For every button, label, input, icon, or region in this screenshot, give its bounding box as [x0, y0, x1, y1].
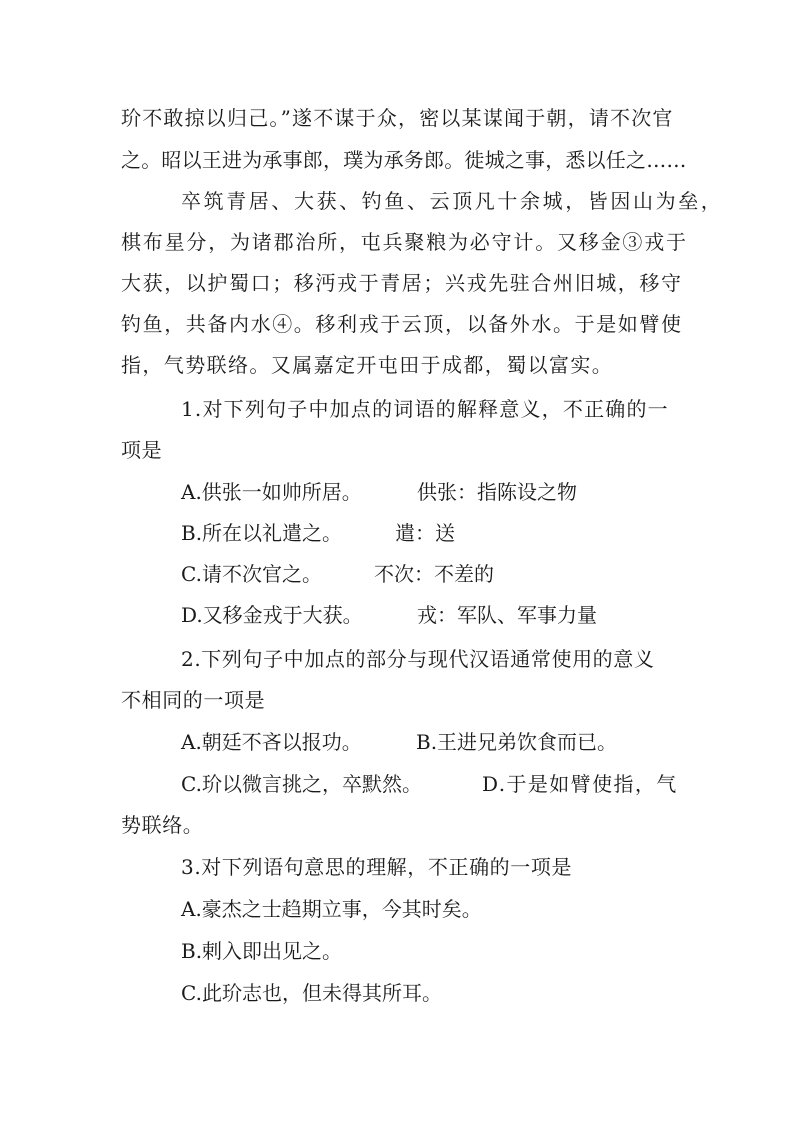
- q1-option-b-explain: 遣：送: [395, 521, 455, 545]
- q1-option-d-explain: 戎：军队、军事力量: [417, 603, 597, 627]
- passage-line: 大获，以护蜀口；移沔戎于青居；兴戎先驻合州旧城，移守: [121, 271, 683, 295]
- passage-line: 之。昭以王进为承事郎，璞为承务郎。徙城之事，悉以任之……: [121, 148, 687, 172]
- passage-line: 棋布星分，为诸郡治所，屯兵聚粮为必守计。又移金③戎于: [121, 230, 688, 254]
- question-3-stem: 3.对下列语句意思的理解，不正确的一项是: [181, 855, 573, 879]
- q2-option-d-cont: 势联络。: [121, 813, 204, 837]
- q1-option-a-explain: 供张：指陈设之物: [417, 480, 577, 504]
- passage-line: 指，气势联络。又属嘉定开屯田于成都，蜀以富实。: [121, 353, 614, 377]
- q2-option-d: D.于是如臂使指，气: [482, 772, 678, 796]
- passage-line: 玠不敢掠以归己。”遂不谋于众，密以某谋闻于朝，请不次官: [121, 106, 674, 130]
- q1-option-d-sentence: D.又移金戎于大获。: [181, 603, 363, 627]
- passage-line: 钓鱼，共备内水④。移利戎于云顶，以备外水。于是如臂使: [121, 312, 683, 336]
- q2-option-a: A.朝廷不吝以报功。: [181, 730, 362, 754]
- q3-option-b: B.剌入即出见之。: [181, 939, 343, 963]
- question-1-stem: 1.对下列句子中加点的词语的解释意义，不正确的一: [181, 397, 669, 421]
- question-1-stem-cont: 项是: [121, 438, 163, 462]
- q1-option-a-sentence: A.供张一如帅所居。: [181, 480, 362, 504]
- question-2-stem-cont: 不相同的一项是: [121, 688, 266, 712]
- q3-option-c: C.此玠志也，但未得其所耳。: [181, 981, 442, 1005]
- q2-option-b: B.王进兄弟饮食而已。: [416, 730, 618, 754]
- q1-option-c-sentence: C.请不次官之。: [181, 562, 322, 586]
- question-2-stem: 2.下列句子中加点的部分与现代汉语通常使用的意义: [181, 647, 655, 671]
- q1-option-c-explain: 不次：不差的: [374, 562, 494, 586]
- q3-option-a: A.豪杰之士趋期立事，今其时矣。: [181, 897, 482, 921]
- passage-line: 卒筑青居、大获、钓鱼、云顶凡十余城，皆因山为垒，: [181, 189, 724, 213]
- q2-option-c: C.玠以微言挑之，卒默然。: [181, 772, 422, 796]
- q1-option-b-sentence: B.所在以礼遣之。: [181, 521, 343, 545]
